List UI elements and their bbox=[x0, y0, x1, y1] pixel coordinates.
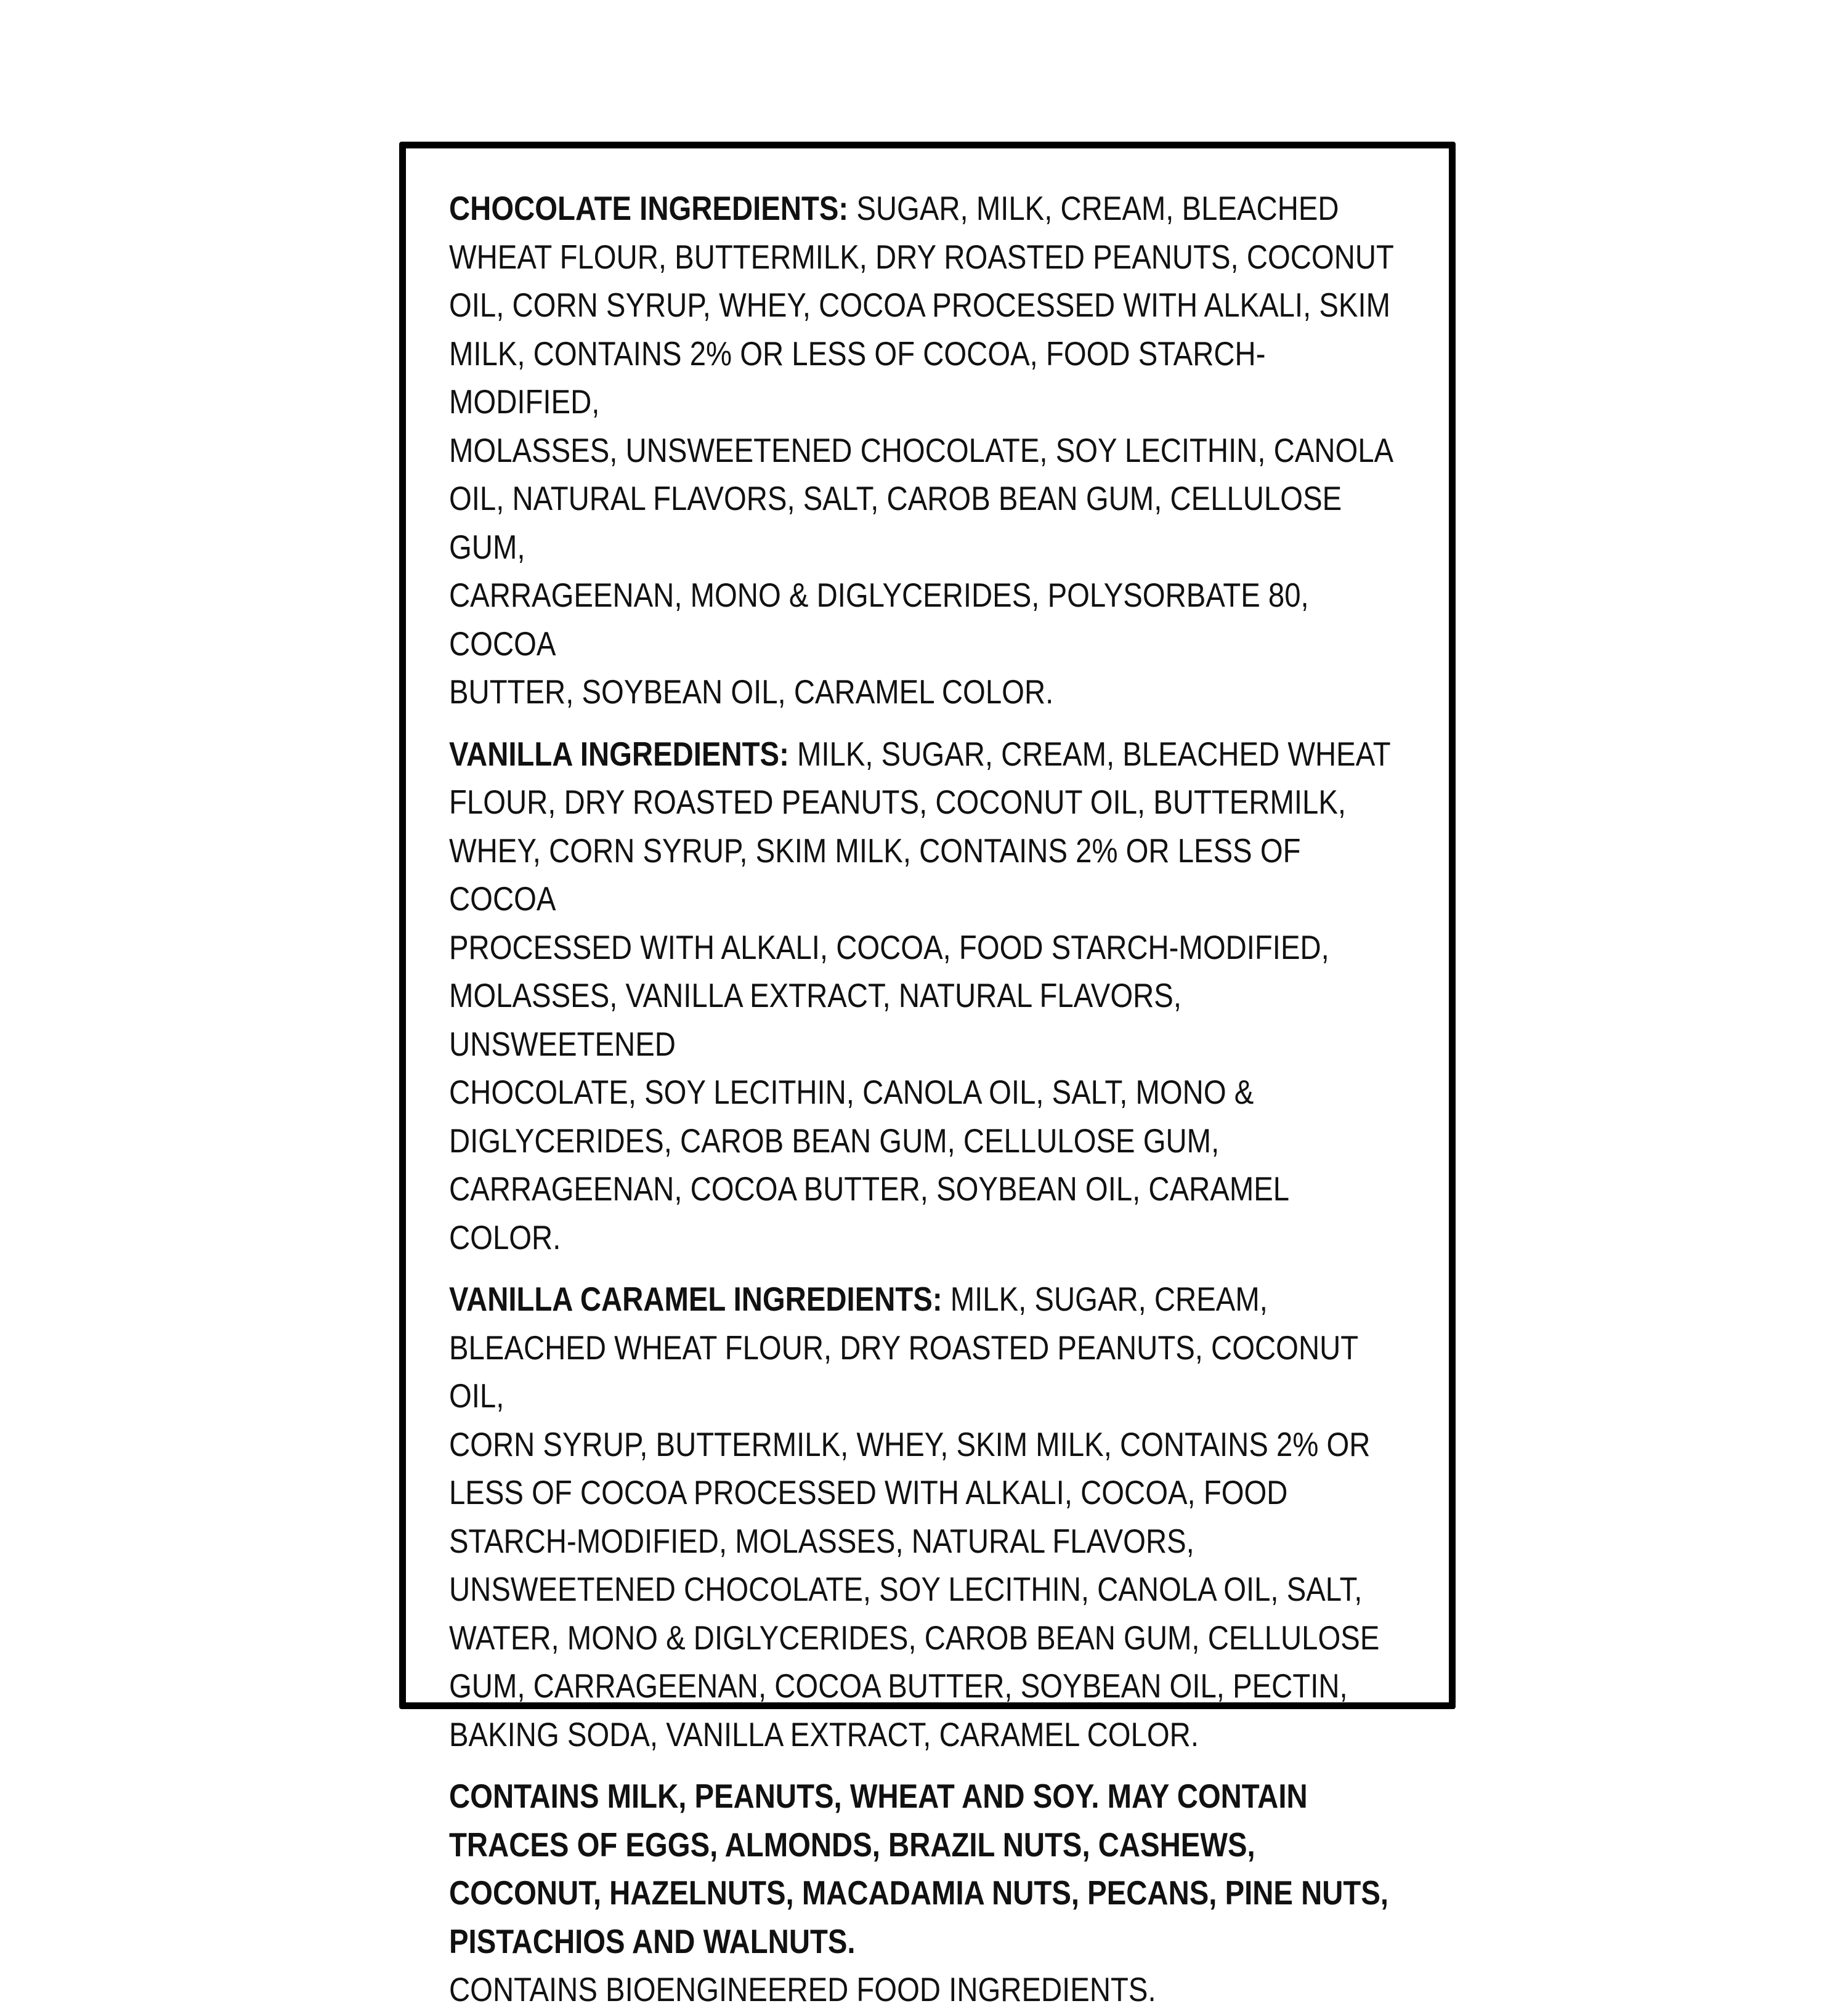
chocolate-line: OIL, NATURAL FLAVORS, SALT, CAROB BEAN GUM, CELLULOSE GUM, bbox=[449, 479, 1342, 566]
vanilla-ingredients-label: VANILLA INGREDIENTS: bbox=[449, 734, 789, 773]
chocolate-ingredients-label: CHOCOLATE INGREDIENTS: bbox=[449, 189, 849, 227]
vanilla-caramel-ingredients-label: VANILLA CARAMEL INGREDIENTS: bbox=[449, 1280, 942, 1318]
allergen-line: CONTAINS MILK, PEANUTS, WHEAT AND SOY. MAY CONTAIN bbox=[449, 1777, 1308, 1815]
vanilla-caramel-line: MILK, SUGAR, CREAM, bbox=[942, 1280, 1268, 1318]
vanilla-line: WHEY, CORN SYRUP, SKIM MILK, CONTAINS 2% OR LESS OF COCOA bbox=[449, 831, 1301, 918]
vanilla-ingredients bbox=[449, 730, 1403, 1262]
vanilla-caramel-line: STARCH-MODIFIED, MOLASSES, NATURAL FLAVORS, bbox=[449, 1521, 1194, 1560]
allergen-statement bbox=[449, 1772, 1403, 1965]
chocolate-ingredients bbox=[449, 184, 1403, 716]
vanilla-caramel-line: UNSWEETENED CHOCOLATE, SOY LECITHIN, CANOLA OIL, SALT, bbox=[449, 1570, 1363, 1608]
chocolate-line: OIL, CORN SYRUP, WHEY, COCOA PROCESSED WITH ALKALI, SKIM bbox=[449, 286, 1390, 324]
vanilla-caramel-line: GUM, CARRAGEENAN, COCOA BUTTER, SOYBEAN OIL, PECTIN, bbox=[449, 1667, 1348, 1705]
vanilla-caramel-line: WATER, MONO & DIGLYCERIDES, CAROB BEAN GUM, CELLULOSE bbox=[449, 1618, 1380, 1657]
chocolate-line: CARRAGEENAN, MONO & DIGLYCERIDES, POLYSORBATE 80, COCOA bbox=[449, 576, 1309, 663]
chocolate-line: BUTTER, SOYBEAN OIL, CARAMEL COLOR. bbox=[449, 673, 1054, 711]
vanilla-line: CHOCOLATE, SOY LECITHIN, CANOLA OIL, SALT, MONO & bbox=[449, 1073, 1254, 1111]
vanilla-caramel-line: BLEACHED WHEAT FLOUR, DRY ROASTED PEANUTS, COCONUT OIL, bbox=[449, 1328, 1358, 1415]
chocolate-line: WHEAT FLOUR, BUTTERMILK, DRY ROASTED PEANUTS, COCONUT bbox=[449, 237, 1394, 276]
ingredients-panel bbox=[399, 142, 1456, 2008]
vanilla-line: MILK, SUGAR, CREAM, BLEACHED WHEAT bbox=[788, 734, 1391, 773]
chocolate-line: MILK, CONTAINS 2% OR LESS OF COCOA, FOOD STARCH-MODIFIED, bbox=[449, 334, 1266, 421]
chocolate-line: MOLASSES, UNSWEETENED CHOCOLATE, SOY LECITHIN, CANOLA bbox=[449, 431, 1394, 469]
allergen-line: COCONUT, HAZELNUTS, MACADAMIA NUTS, PECANS, PINE NUTS, bbox=[449, 1874, 1389, 1912]
vanilla-line: MOLASSES, VANILLA EXTRACT, NATURAL FLAVORS, UNSWEETENED bbox=[449, 976, 1181, 1063]
allergen-line: PISTACHIOS AND WALNUTS. bbox=[449, 1922, 856, 1960]
ingredients-text bbox=[449, 184, 1403, 2014]
bioengineered-statement: CONTAINS BIOENGINEERED FOOD INGREDIENTS. bbox=[449, 1970, 1156, 2008]
vanilla-caramel-line: LESS OF COCOA PROCESSED WITH ALKALI, COCOA, FOOD bbox=[449, 1473, 1288, 1511]
vanilla-caramel-line: BAKING SODA, VANILLA EXTRACT, CARAMEL COLOR. bbox=[449, 1715, 1199, 1753]
vanilla-line: CARRAGEENAN, COCOA BUTTER, SOYBEAN OIL, CARAMEL COLOR. bbox=[449, 1170, 1289, 1256]
chocolate-line: SUGAR, MILK, CREAM, BLEACHED bbox=[848, 189, 1339, 227]
allergen-line: TRACES OF EGGS, ALMONDS, BRAZIL NUTS, CASHEWS, bbox=[449, 1825, 1255, 1864]
vanilla-line: DIGLYCERIDES, CAROB BEAN GUM, CELLULOSE GUM, bbox=[449, 1121, 1220, 1160]
vanilla-caramel-ingredients bbox=[449, 1275, 1403, 1758]
vanilla-line: FLOUR, DRY ROASTED PEANUTS, COCONUT OIL, BUTTERMILK, bbox=[449, 783, 1347, 821]
vanilla-line: PROCESSED WITH ALKALI, COCOA, FOOD STARCH-MODIFIED, bbox=[449, 928, 1329, 966]
vanilla-caramel-line: CORN SYRUP, BUTTERMILK, WHEY, SKIM MILK, CONTAINS 2% OR bbox=[449, 1425, 1371, 1463]
